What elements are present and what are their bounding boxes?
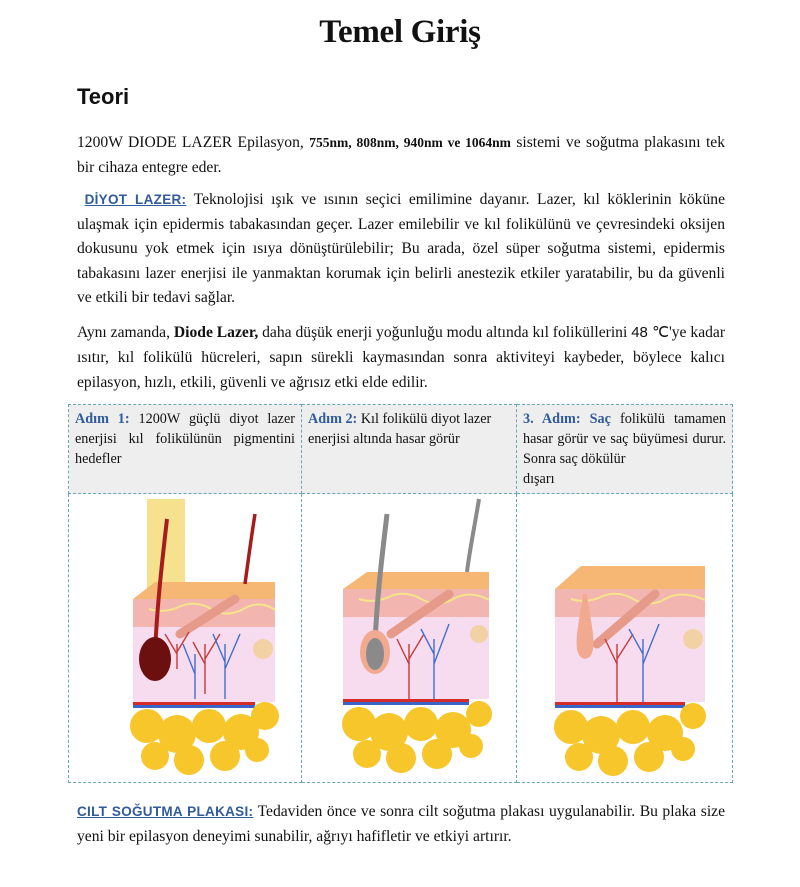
diode-laser-paragraph [77, 188, 725, 311]
steps-image-row [69, 494, 733, 783]
artery-band [133, 702, 255, 705]
cooling-text: Tedaviden önce ve sonra cilt soğutma plakası uygulanabilir. Bu plaka size yeni bir epilasyon deneyimi sunabilir, ağrıyı hafifletir ve etkiyi artırır. [77, 803, 725, 845]
low-energy-text-b: daha düşük enerji yoğunluğu modu altında kıl foliküllerini [258, 324, 632, 341]
step-3-illustration-cell [517, 494, 733, 783]
step-1-label: Adım 1: [75, 411, 130, 427]
step-2-label: Adım 2: [308, 411, 358, 427]
temperature: 48 ℃ [631, 324, 669, 341]
step-1-cell [69, 405, 302, 494]
skin-block-1 [130, 499, 279, 775]
step-2-text: Kıl folikülü diyot lazer enerjisi altında hasar görür [308, 411, 492, 447]
sweat-gland [683, 629, 703, 649]
vein-band [133, 705, 255, 708]
step-3-cell [517, 405, 733, 494]
step-2-cell [302, 405, 517, 494]
vein-band [555, 705, 685, 708]
damaged-follicle [366, 638, 384, 670]
hair-follicle [139, 637, 171, 681]
skin-laser-illustration [85, 494, 285, 780]
fat-layer [554, 703, 706, 776]
skin-damaged-follicle-illustration [309, 494, 509, 780]
step-3-extra: dışarı [523, 471, 555, 487]
step-1-text: 1200W güçlü diyot lazer enerjisi kıl folikülünün pigmentini hedefler [75, 411, 295, 467]
steps-table [68, 404, 733, 783]
fat-layer [130, 702, 279, 775]
skin-top [555, 566, 705, 589]
cooling-label: CILT SOĞUTMA PLAKASI: [77, 804, 254, 819]
vein-band [343, 702, 469, 705]
step-3-label: 3. Adım: Saç [523, 411, 611, 427]
diode-lazer-bold: Diode Lazer, [173, 324, 259, 341]
low-energy-text-a: Aynı zamanda, [77, 324, 174, 341]
page-title: Temel Giriş [319, 14, 481, 50]
intro-paragraph [77, 131, 725, 180]
step-3-text: folikülü tamamen hasar görür ve saç büyümesi durur. Sonra saç dökülür [523, 411, 726, 467]
artery-band [343, 699, 469, 702]
skin-block-2 [342, 499, 492, 773]
skin-top [133, 582, 275, 599]
section-heading: Teori [77, 84, 130, 109]
skin-hair-removed-illustration [525, 494, 725, 780]
second-hair [467, 499, 479, 572]
intro-text-b: sistemi ve soğutma plakasını tek bir cihaza entegre eder. [77, 134, 725, 176]
fat-layer [342, 701, 492, 773]
intro-text-a: 1200W DIODE LAZER Epilasyon, [77, 134, 310, 151]
steps-header-row [69, 405, 733, 494]
step-2-illustration-cell [302, 494, 517, 783]
second-hair [245, 514, 255, 584]
step-1-illustration-cell [69, 494, 302, 783]
skin-block-3 [554, 566, 706, 776]
diode-laser-label: DİYOT LAZER: [84, 192, 187, 207]
wavelengths: 755nm, 808nm, 940nm ve 1064nm [309, 135, 511, 150]
sweat-gland [253, 639, 273, 659]
sweat-gland [470, 625, 488, 643]
low-energy-text-c: 'ye kadar ısıtır, kıl folikülü hücreleri, sapın sürekli kaymasından sonra aktiviteyi kaybeder, böylece kalıcı epilasyon, hızlı, etkili, güvenli ve ağrısız etki elde edilir. [77, 324, 726, 391]
diode-laser-text: Teknolojisi ışık ve ısının seçici emilimine dayanır. Lazer, kıl köklerinin köküne ulaşmak için epidermis tabakasından geçer. Lazer emilebilir ve kıl folikülünü ve çevresindeki oksijen dokusunu yok etmek için ısıya dönüştürülebilir; Bu arada, özel süper soğutma sistemi, epidermis tabakasını lazer enerjisi ile yanmaktan korumak için belirli anestezik etkiler yaratabilir, bu da güvenli ve etkili bir tedavi sağlar. [77, 191, 725, 306]
cooling-paragraph [77, 800, 725, 849]
skin-top [343, 572, 489, 589]
low-energy-paragraph [77, 320, 725, 395]
artery-band [555, 702, 685, 705]
